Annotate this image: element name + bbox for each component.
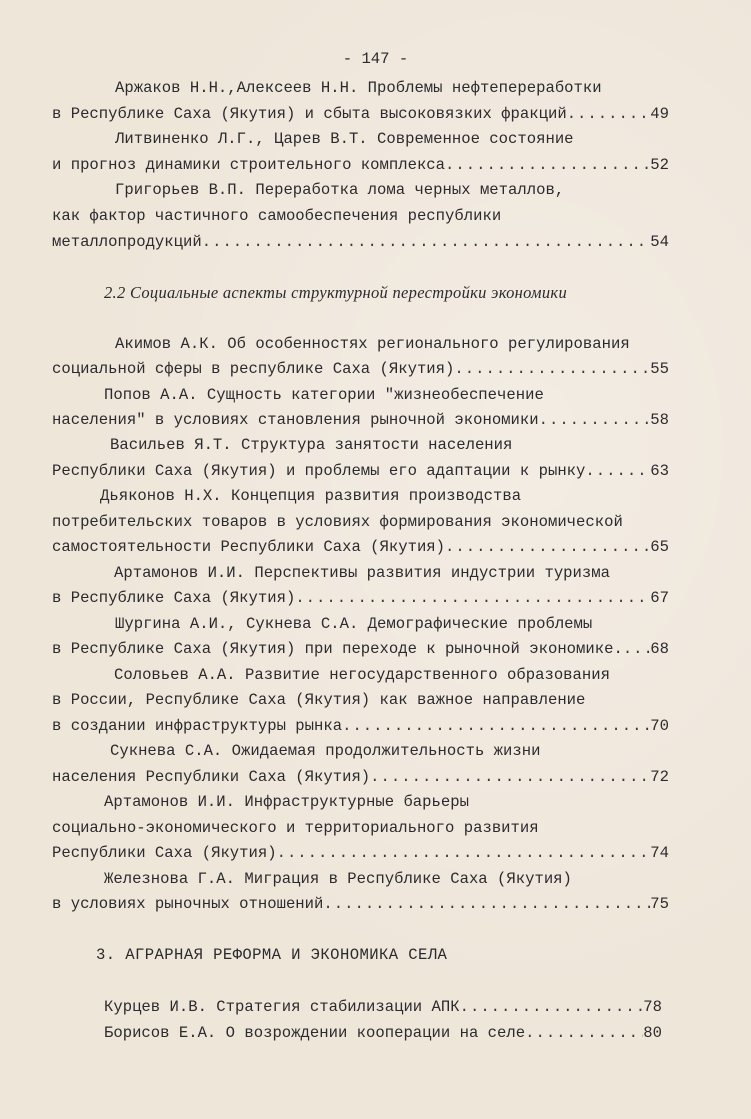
entry-11-line-1: Сукнева С.А. Ожидаемая продолжительность жизни (110, 742, 541, 760)
leader-dots (539, 408, 651, 434)
entry-3-last-line: металлопродукций ..... 54 (52, 230, 669, 256)
leader-dots (525, 1021, 643, 1047)
leader-dots (323, 892, 650, 918)
leader-dots (202, 230, 651, 256)
entry-6-page: 63 (650, 462, 669, 480)
entry-13-line-1: Железнова Г.А. Миграция в Республике Саха (Якутия) (104, 870, 572, 888)
entry-13-last-line: в условиях рыночных отношений ..... 75 (52, 892, 669, 918)
entry-11-last-line: населения Республики Саха (Якутия) ..... 72 (52, 765, 669, 791)
entry-4-page: 55 (650, 360, 669, 378)
entry-10-line-2: в России, Республике Саха (Якутия) как важное направление (52, 691, 586, 709)
entry-2-line-1: Литвиненко Л.Г., Царев В.Т. Современное состояние (115, 130, 574, 148)
entry-9-last-line: в Республике Саха (Якутия) при переходе к рыночной экономике. ..... 68 (52, 637, 669, 663)
entry-15-page: 80 (643, 1024, 662, 1042)
entry-11-page: 72 (650, 768, 669, 786)
entry-4-line-1: Акимов А.К. Об особенностях регионального регулирования (115, 335, 630, 353)
entry-12-line-2: социально-экономического и территориального развития (52, 819, 539, 837)
leader-dots (445, 153, 650, 179)
entry-7-page: 65 (650, 538, 669, 556)
entry-15-line: Борисов Е.А. О возрождении кооперации на селе ..... 80 (104, 1021, 662, 1047)
entry-8-line-1: Артамонов И.И. Перспективы развития индустрии туризма (114, 564, 610, 582)
entry-14-line: Курцев И.В. Стратегия стабилизации АПК ..... 78 (104, 995, 662, 1021)
leader-dots (445, 535, 650, 561)
entry-14-page: 78 (643, 998, 662, 1016)
entry-13-page: 75 (650, 895, 669, 913)
entry-10-page: 70 (650, 717, 669, 735)
entry-3-line-1: Григорьев В.П. Переработка лома черных металлов, (115, 181, 565, 199)
section-heading-2-2: 2.2 Социальные аспекты структурной перестройки экономики (104, 283, 567, 302)
entry-3-line-2: как фактор частичного самообеспечения республики (52, 207, 502, 225)
entry-4-last-line: социальной сферы в республике Саха (Якутия) ..... 55 (52, 357, 669, 383)
leader-dots (585, 459, 650, 485)
leader-dots (295, 586, 650, 612)
entry-2-last-line: и прогноз динамики строительного комплекса ..... 52 (52, 153, 669, 179)
leader-dots (277, 841, 651, 867)
entry-6-line-1: Васильев Я.Т. Структура занятости населения (110, 436, 513, 454)
leader-dots (370, 765, 650, 791)
entry-12-line-1: Артамонов И.И. Инфраструктурные барьеры (104, 793, 469, 811)
entry-3-page: 54 (650, 233, 669, 251)
section-heading-3: 3. АГРАРНАЯ РЕФОРМА И ЭКОНОМИКА СЕЛА (96, 946, 448, 964)
entry-9-line-1: Шургина А.И., Сукнева С.А. Демографические проблемы (115, 615, 593, 633)
entry-2-page: 52 (650, 156, 669, 174)
entry-10-last-line: в создании инфраструктуры рынка ..... 70 (52, 714, 669, 740)
leader-dots (342, 714, 650, 740)
entry-8-last-line: в Республике Саха (Якутия) ..... 67 (52, 586, 669, 612)
entry-1-last-line: в Республике Саха (Якутия) и сбыта высоковязких фракций ..... 49 (52, 102, 669, 128)
entry-12-page: 74 (650, 844, 669, 862)
entry-12-last-line: Республики Саха (Якутия) ..... 74 (52, 841, 669, 867)
entry-1-line-1: Аржаков Н.Н.,Алексеев Н.Н. Проблемы нефтепереработки (115, 79, 602, 97)
entry-8-page: 67 (650, 589, 669, 607)
leader-dots (460, 995, 644, 1021)
leader-dots (454, 357, 650, 383)
entry-7-last-line: самостоятельности Республики Саха (Якутия) ..... 65 (52, 535, 669, 561)
page-number: - 147 - (342, 50, 409, 68)
entry-5-line-1: Попов А.А. Сущность категории "жизнеобеспечение (104, 386, 544, 404)
entry-7-line-2: потребительских товаров в условиях формирования экономической (52, 513, 623, 531)
entry-6-last-line: Республики Саха (Якутия) и проблемы его адаптации к рынку ..... 63 (52, 459, 669, 485)
entry-9-page: 68 (650, 640, 669, 658)
leader-dots (623, 637, 650, 663)
entry-5-page: 58 (650, 411, 669, 429)
entry-1-page: 49 (650, 105, 669, 123)
leader-dots (567, 102, 651, 128)
entry-7-line-1: Дьяконов Н.Х. Концепция развития производства (100, 487, 522, 505)
entry-5-last-line: населения" в условиях становления рыночной экономики ..... 58 (52, 408, 669, 434)
entry-10-line-1: Соловьев А.А. Развитие негосударственного образования (114, 666, 610, 684)
